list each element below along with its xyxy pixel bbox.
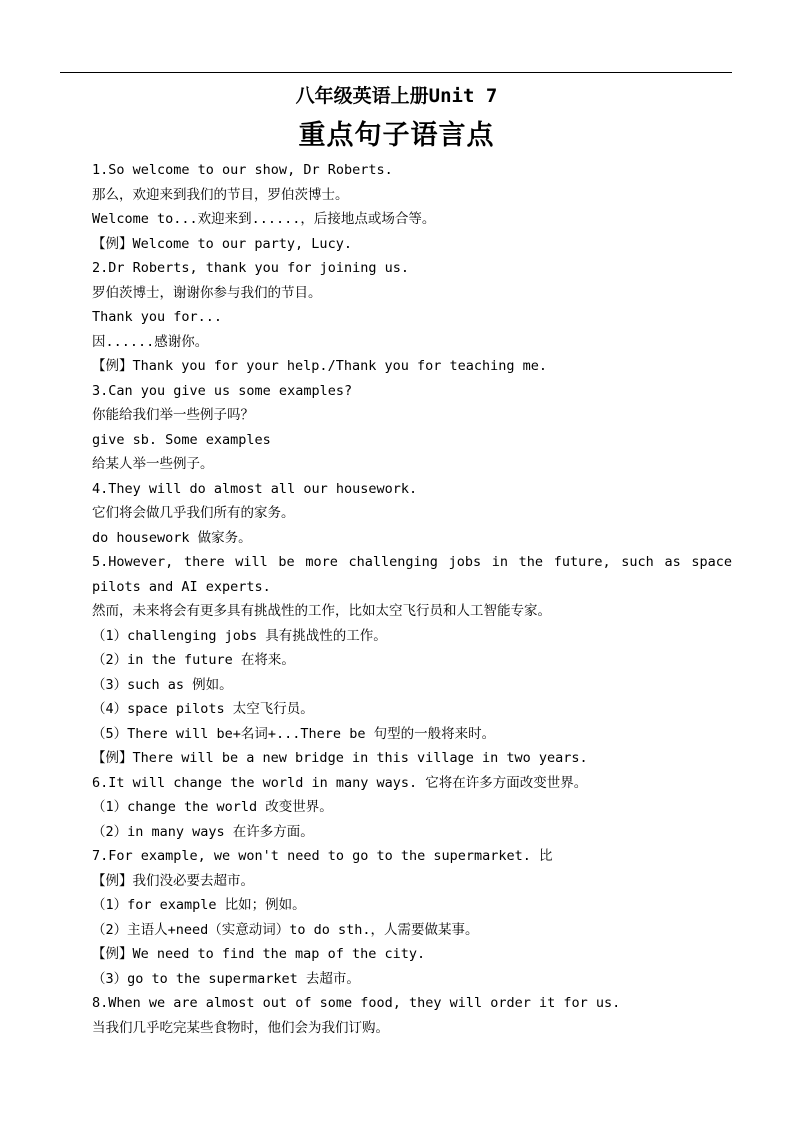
text-paragraph: 5.However, there will be more challenging jobs in the future, such as space pilots and AI experts.	[92, 554, 732, 595]
text-line: （1）challenging jobs 具有挑战性的工作。	[92, 627, 387, 644]
document-body	[60, 158, 732, 1040]
text-line: Thank you for...	[92, 309, 223, 325]
page-title: 重点句子语言点	[298, 120, 495, 151]
example-line: 【例】We need to find the map of the city.	[92, 946, 426, 962]
text-line: （1）for example 比如；例如。	[92, 897, 306, 913]
text-line: 罗伯茨博士，谢谢你参与我们的节目。	[92, 284, 322, 301]
text-line: 2.Dr Roberts, thank you for joining us.	[92, 260, 409, 276]
example-line: 【例】我们没必要去超市。	[92, 872, 254, 889]
header-rule	[60, 72, 732, 73]
text-line: 1.So welcome to our show, Dr Roberts.	[92, 162, 393, 178]
text-line: Welcome to...欢迎来到......，后接地点或场合等。	[92, 211, 436, 227]
text-line: （5）There will be+名词+...There be 句型的一般将来时。	[92, 725, 496, 742]
text-line: 你能给我们举一些例子吗？	[92, 407, 254, 423]
text-line: （2）in many ways 在许多方面。	[92, 823, 314, 840]
text-line: （3）go to the supermarket 去超市。	[92, 970, 360, 987]
text-line: 3.Can you give us some examples?	[92, 382, 353, 399]
text-line: 7.For example, we won't need to go to the supermarket. 比	[92, 848, 553, 864]
example-line: 【例】There will be a new bridge in this village in two years.	[92, 750, 588, 766]
text-line: do housework 做家务。	[92, 529, 252, 546]
text-line: 给某人举一些例子。	[92, 456, 214, 472]
text-line: （3）such as 例如。	[92, 676, 233, 693]
text-line: （1）change the world 改变世界。	[92, 799, 333, 815]
unit-subtitle: 八年级英语上册Unit 7	[295, 85, 498, 107]
text-line: give sb. Some examples	[92, 431, 271, 448]
example-line: 【例】Welcome to our party, Lucy.	[92, 235, 352, 252]
text-line: 当我们几乎吃完某些食物时，他们会为我们订购。	[92, 1019, 389, 1036]
text-line: （4）space pilots 太空飞行员。	[92, 701, 314, 717]
text-line: 6.It will change the world in many ways. 它将在许多方面改变世界。	[92, 774, 588, 791]
text-line: 4.They will do almost all our housework.	[92, 480, 418, 497]
text-line: 8.When we are almost out of some food, they will order it for us.	[92, 995, 621, 1011]
example-line: 【例】Thank you for your help./Thank you for teaching me.	[92, 358, 548, 374]
text-line: （2）主语人+need（实意动词）to do sth.，人需要做某事。	[92, 921, 479, 938]
text-line: （2）in the future 在将来。	[92, 652, 295, 668]
text-line: 因......感谢你。	[92, 333, 209, 350]
text-line: 那么，欢迎来到我们的节目，罗伯茨博士。	[92, 186, 349, 203]
text-line: 它们将会做几乎我们所有的家务。	[92, 505, 295, 521]
text-line: 然而，未来将会有更多具有挑战性的工作，比如太空飞行员和人工智能专家。	[92, 603, 551, 619]
